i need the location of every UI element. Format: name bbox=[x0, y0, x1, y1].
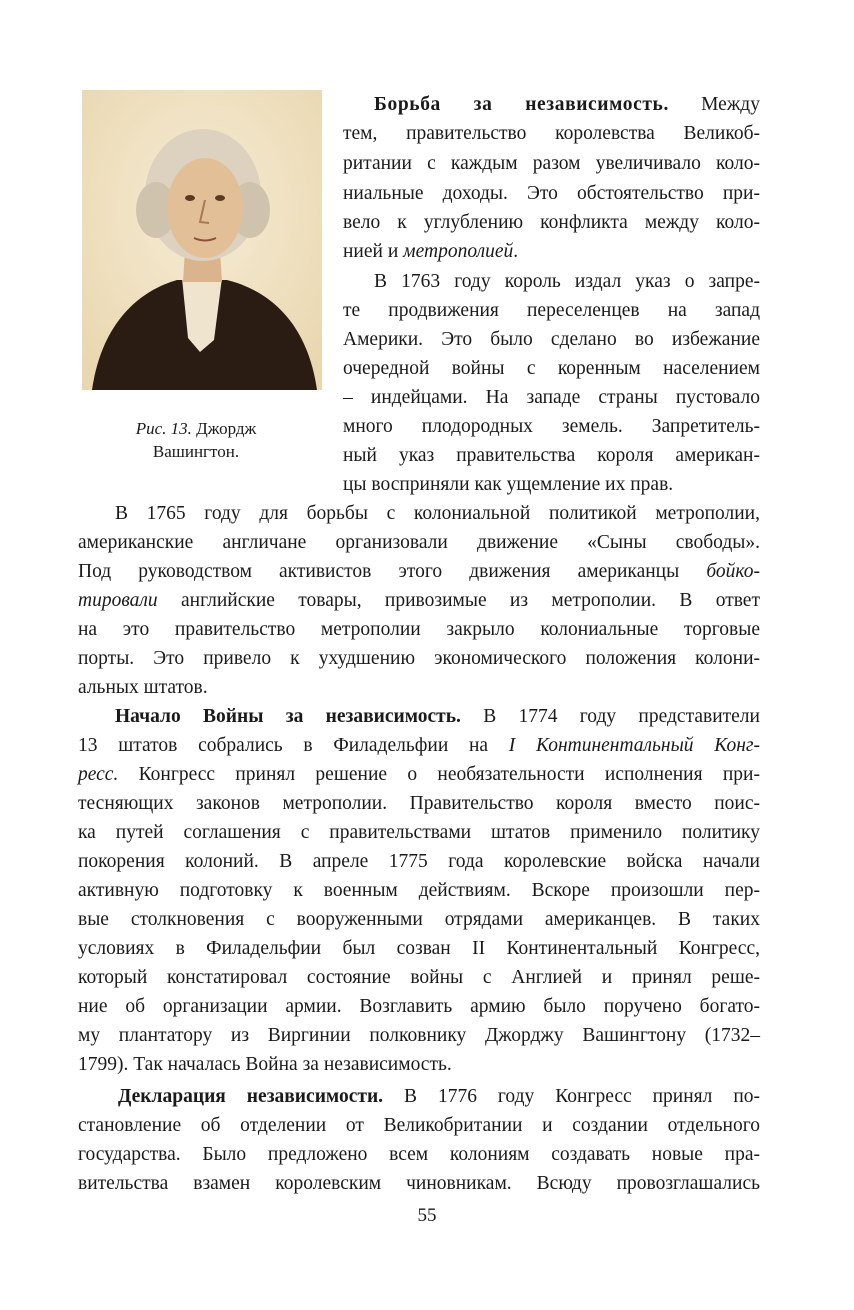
text-line: В 1763 году король издал указ о запре- bbox=[374, 271, 760, 292]
text-line: те продвижения переселенцев на запад bbox=[343, 300, 760, 321]
text-line: который констатировал состояние войны с Англией и принял реше- bbox=[78, 967, 760, 988]
term: ресс. bbox=[78, 764, 119, 785]
text-line: ный указ правительства короля американ- bbox=[343, 445, 760, 466]
portrait-image bbox=[82, 90, 322, 390]
section-heading: Борьба за независимость. bbox=[374, 94, 669, 115]
text-span: Конгресс принял решение о необязательности исполнения при- bbox=[118, 764, 760, 785]
text-line: Америки. Это было сделано во избежание bbox=[343, 329, 760, 350]
text-line: В 1765 году для борьбы с колониальной политикой метрополии, bbox=[115, 503, 760, 524]
text-line: ние об организации армии. Возглавить армию было поручено богато- bbox=[78, 996, 760, 1017]
text-line: много плодородных земель. Запретитель- bbox=[343, 416, 760, 437]
text-line bbox=[78, 1084, 760, 1110]
text-span: В 1774 году представители bbox=[460, 706, 760, 727]
text-span: Под руководством активистов этого движения американцы bbox=[78, 561, 707, 582]
term: тировали bbox=[78, 590, 158, 611]
text-line: ка путей соглашения с правительствами штатов применило политику bbox=[78, 822, 760, 843]
text-line: тесняющих законов метрополии. Правительство короля вместо поис- bbox=[78, 793, 760, 814]
text-line: ниальные доходы. Это обстоятельство при- bbox=[343, 183, 760, 204]
text-line bbox=[343, 239, 760, 265]
text-span: нией и bbox=[343, 241, 404, 262]
text-line: государства. Было предложено всем колониям создавать новые пра- bbox=[78, 1144, 760, 1165]
text-span: В 1776 году Конгресс принял по- bbox=[383, 1086, 761, 1107]
figure-portrait bbox=[78, 90, 324, 463]
text-line: покорения колоний. В апреле 1775 года королевские войска начали bbox=[78, 851, 760, 872]
caption-name-cont: Вашингтон. bbox=[152, 442, 240, 461]
text-line bbox=[78, 588, 760, 614]
text-line: условиях в Филадельфии был созван II Континентальный Конгресс, bbox=[78, 938, 760, 959]
text-line: ритании с каждым разом увеличивало коло- bbox=[343, 153, 760, 174]
figure-caption bbox=[78, 417, 314, 463]
text-line: становление об отделении от Великобритании и создании отдельного bbox=[78, 1115, 760, 1136]
text-line: цы восприняли как ущемление их прав. bbox=[343, 474, 674, 495]
text-line: тем, правительство королевства Великоб- bbox=[343, 123, 760, 144]
caption-label: Рис. 13. bbox=[135, 419, 192, 438]
text-line: американские англичане организовали движение «Сыны свободы». bbox=[78, 532, 760, 553]
text-line bbox=[78, 559, 760, 585]
term: метрополией bbox=[403, 241, 514, 262]
text-line bbox=[78, 704, 760, 730]
text-line: – индейцами. На западе страны пустовало bbox=[343, 387, 760, 408]
text-line: 1799). Так началась Война за независимость. bbox=[78, 1054, 452, 1075]
text-span: 13 штатов собрались в Филадельфии на bbox=[78, 735, 509, 756]
text-line: активную подготовку к военным действиям. Вскоре произошли пер- bbox=[78, 880, 760, 901]
text-line: на это правительство метрополии закрыло колониальные торговые bbox=[78, 619, 760, 640]
text-line: вительства взамен королевским чиновникам. Всюду провозглашались bbox=[78, 1173, 760, 1194]
term: бойко- bbox=[706, 561, 760, 582]
text-span: . bbox=[513, 241, 519, 262]
text-span: английские товары, привозимые из метрополии. В ответ bbox=[157, 590, 760, 611]
text-line: вые столкновения с вооруженными отрядами американцев. В таких bbox=[78, 909, 760, 930]
text-line bbox=[343, 92, 760, 118]
text-line: альных штатов. bbox=[78, 677, 208, 698]
text-line bbox=[78, 733, 760, 759]
text-span: Между bbox=[668, 94, 760, 115]
text-line: порты. Это привело к ухудшению экономического положения колони- bbox=[78, 648, 760, 669]
section-heading: Начало Войны за независимость. bbox=[115, 706, 461, 727]
term: I Континентальный Конг- bbox=[508, 735, 760, 756]
page-number: 55 bbox=[417, 1205, 437, 1226]
text-line: му плантатору из Виргинии полковнику Джорджу Вашингтону (1732– bbox=[78, 1025, 760, 1046]
text-line bbox=[78, 762, 760, 788]
text-line: очередной войны с коренным населением bbox=[343, 358, 760, 379]
section-heading: Декларация независимости. bbox=[118, 1086, 384, 1107]
caption-name: Джордж bbox=[196, 419, 257, 438]
text-line: вело к углублению конфликта между коло- bbox=[343, 212, 760, 233]
